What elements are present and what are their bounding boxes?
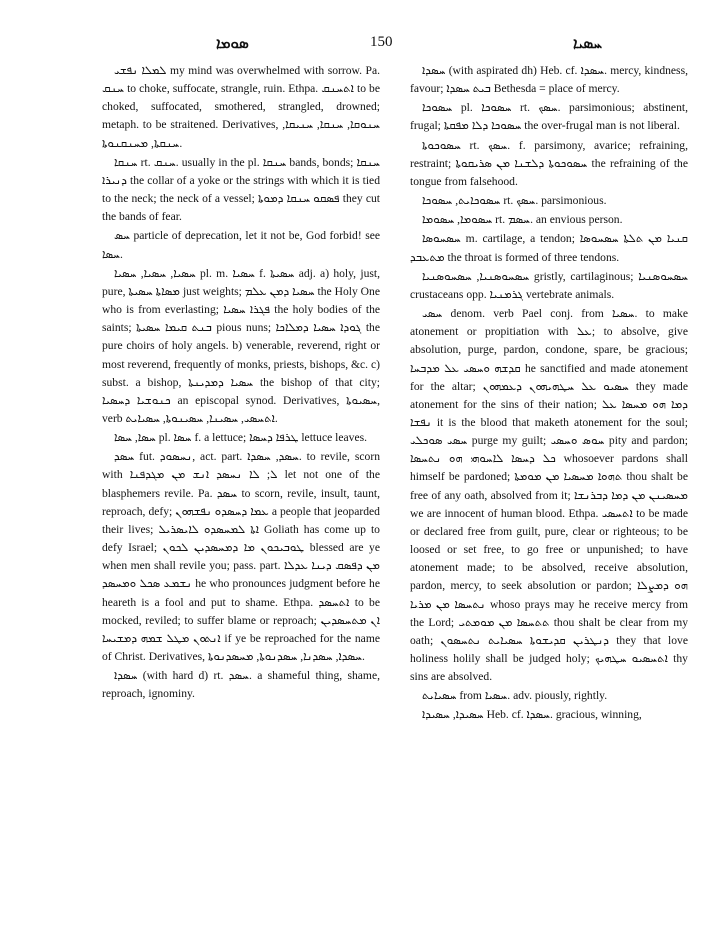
dictionary-entry: ܚܣܝ denom. verb Pael conj. from ܚܣܝܐ. to make atonement or propitiation with ܥܠ; to absolve, give absolution, purge, pardon, condone, spare, be gracious; ܩܕܫܗ ܘܚܣܝ ܥܠ ܡܕܒܚܐ he sanctified and made atonement for the altar; ܚܣܝܘ ܥܠ ܚܛܗܝܗܘܢ ܕܥܡܗܘܢ they made atonement for the sins of their nation; ܕܡܐ ܗܘ ܡܚܣܐ ܥܠ ܢܦܫܐ it is the blood that maketh atonement for the soul; ܚܣܝ ܣܘܟܠܝ purge my guilt; ܚܘܣ ܘܚܣܝ pity and pardon; ܟܠ ܕܚܣܐ ܠܐܚܘܗܝ ܗܘ ܢܬܚܣܐ whosoever pardons shall himself be pardoned; ܬܗܘܐ ܡܚܣܝܐ ܡܢ ܡܘܡܬܐ thou shalt be free of any oath, absolved from it; ܡܚܣܝܢܢ ܡܢ ܕܡܐ ܕܒܪܢܫܐ we are innocent of human blood. Ethpa. ܐܬܚܣܝ to be made or declared free from guilt, pure, clear or righteous; to be loosed or set free, to go free or unpunished; to have atonement made; to be absolved, receive absolution, pardon, mercy, to seek absolution or pardon; ܗܘ ܕܡܨܠܐ ܢܬܚܣܐ ܡܢ ܡܪܝܐ whoso prays may he receive mercy from the Lord; ܬܬܚܣܐ ܡܢ ܡܘܡܬܝ thou shalt be clear from my oath; ܕܢܛܪܝܢ ܩܕܝܫܘܬܐ ܚܣܝܐܝܬ ܢܬܚܣܘܢ they that love holiness holily shall be judged holy; ܐܬܚܣܝܘ ܚܛܗܝܟ thy sins are absolved.: [410, 307, 689, 684]
header-left-word: ܣܘܡܐ: [216, 34, 249, 52]
dictionary-entry: ܚܣܘܟܐܝܬ, ܚܣܘܟܐ rt. ܚܣܟ. parsimonious.: [422, 194, 607, 208]
dictionary-entry: ܚܣܚܘܣܢܝܐ, ܚܣܚܘܣܢܝܐ gristly, cartilaginous; ܚܣܚܘܣܢܝܐ crustaceans opp. ܓܪܡܢܝܐ vertebrate animals.: [410, 269, 688, 301]
dictionary-entry: ܚܣܝܕܐ, ܚܣܝܕܐ Heb. cf. ܚܣܕܐ. gracious, winning,: [422, 708, 642, 722]
dictionary-entry: ܚܢܩܐ rt. ܚܢܩ. usually in the pl. ܚܢܩܐ bands, bonds; ܚܢܩܐ ܕܢܝܪܐ the collar of a yoke or the strings with which it is tied to the neck; the neck of a vessel; ܦܣܩܘ ܚܢܩܐ ܕܡܘܬܐ they cut the bands of fear.: [102, 155, 381, 224]
header-right-word: ܚܣܝܐ: [572, 34, 602, 52]
dictionary-entry: ܚܣܕܐ (with hard d) rt. ܚܣܕ. a shameful thing, shame, reproach, ignominy.: [102, 669, 380, 701]
dictionary-entry: ܚܣܘܟܐ pl. ܚܣܘܟܐ rt. ܚܣܟ. parsimonious; abstinent, frugal; ܚܣܘܟܐ ܕܠܐ ܡܦܩܬܐ the over-frugal man is not liberal.: [410, 101, 688, 133]
dictionary-entry: ܚܣܚܘܣܐ m. cartilage, a tendon; ܩܢܝܐ ܡܢ ܬܠܬܐ ܚܣܚܘܣܐ ܡܬܥܒܕ the throat is formed of three tendons.: [410, 232, 688, 264]
dictionary-entry: ܚܣܝܐܝܬ from ܚܣܝܐ. adv. piously, rightly.: [422, 689, 608, 703]
dictionary-entry: ܚܣܕ fut. ܢܚܣܘܕ, act. part. ܚܣܕ, ܚܣܕܐ. to revile, scorn with ܠ; ܠܐ ܢܚܣܕ ܐܢܫ ܡܢ ܡܓܕܦܢܐ let not one of the blasphemers revile. Pa. ܚܣܕ to scorn, revile, insult, taunt, reproach, defy; ܥܡܐ ܕܚܣܕܘ ܢܦܫܗܘܢ a people that jeoparded their lives; ܐܬܐ ܠܡܚܣܕܘ ܠܐܝܣܪܝܠ Goliath has come up to defy Israel; ܛܘܒܝܟܘܢ ܡܐ ܕܡܚܣܕܝܢ ܠܟܘܢ blessed are ye when men shall revile you; pass. part. ܡܢ ܕܦܣܩ ܕܝܢܐ ܥܕܠܐ ܢܫܡܥ ܣܟܠ ܘܡܚܣܕ he who pronounces judgment before he heareth is a fool and put to shame. Ethpa. ܐܬܚܣܕ to be mocked, reviled; to suffer blame or reproach; ܐܢ ܡܬܚܣܕܝܢ ܐܢܬܘܢ ܡܛܠ ܫܡܗ ܕܡܫܝܚܐ if ye be reproached for the name of Christ. Derivatives, ܚܣܕܐ, ܚܣܕܢܐ, ܚܣܕܢܘܬܐ, ܡܚܣܕܢܘܬܐ.: [102, 450, 381, 663]
dictionary-entry: ܚܣܝܐ, ܚܣܝܐ, ܚܣܝܐ pl. m. ܚܣܝܐ f. ܚܣܝܬܐ adj. a) holy, just, pure, ܡܣܐܬܐ ܚܣܝܬܐ just weights; ܚܣܝܐ ܕܡܢ ܥܠܡ the Holy One who is from everlasting; ܦܓܪܐ ܚܣܝܐ the holy bodies of the saints; ܒܢܬ ܩܝܡܐ ܚܣܝܬܐ pious nuns; ܓܘܕܐ ܚܣܝܐ ܕܡܠܐܟܐ the pure choirs of holy angels. b) venerable, reverend, right or most reverend, frequently of monks, priests, bishops, &c. c) subst. a bishop, ܚܣܝܐ ܕܡܕܝܢܬܐ the bishop of that city; ܟܢܘܫܝܐ ܕܚܣܝܐ an episcopal synod. Derivatives, ܚܣܝܘܬܐ, verb ܐܬܚܣܝ, ܚܣܝܢܐ, ܚܣܝܢܘܬܐ, ܚܣܝܐܝܬ.: [102, 266, 381, 425]
dictionary-entry: ܚܣܘܡܐ, ܚܣܘܡܐ rt. ܚܣܡ. an envious person.: [422, 213, 623, 227]
dictionary-entry: ܚܣܕܐ (with aspirated dh) Heb. cf. ܚܣܕܐ. mercy, kindness, favour; ܒܝܬ ܚܣܕܐ Bethesda = place of mercy.: [410, 64, 688, 96]
dictionary-entry: ܚܣܐ, ܚܣܐ pl. ܚܣܐ f. a lettuce; ܛܪܦܐ ܕܚܣܐ lettuce leaves.: [114, 431, 367, 445]
dictionary-entry: ܚܣܘܟܘܬܐ rt. ܚܣܟ. f. parsimony, avarice; refraining, restraint; ܚܣܘܟܘܬܐ ܕܠܫܢܐ ܡܢ ܣܪܝܩܘܬܐ the refraining of the tongue from falsehood.: [410, 138, 688, 188]
dictionary-entry: ܚܣ particle of deprecation, let it not be, God forbid! see ܚܣܐ.: [102, 229, 380, 261]
left-column: [102, 62, 380, 703]
dictionary-entry: ܠܡܠܐ ܢܦܫܝ my mind was overwhelmed with sorrow. Pa. ܚܢܩ to choke, suffocate, strangle, ruin. Ethpa. ܐܬܚܢܩ to be choked, suffocated, smothered, strangled, drowned; metaph. to be straitened. Derivatives, ܚܢܘܩܐ, ܚܢܩܐ, ܚܢܝܩܐ, ܚܢܩܬܐ, ܡܚܢܩܢܘܬܐ.: [102, 64, 380, 150]
page-header: [100, 34, 668, 56]
page-number: 150: [370, 34, 393, 50]
right-column: [410, 62, 688, 725]
